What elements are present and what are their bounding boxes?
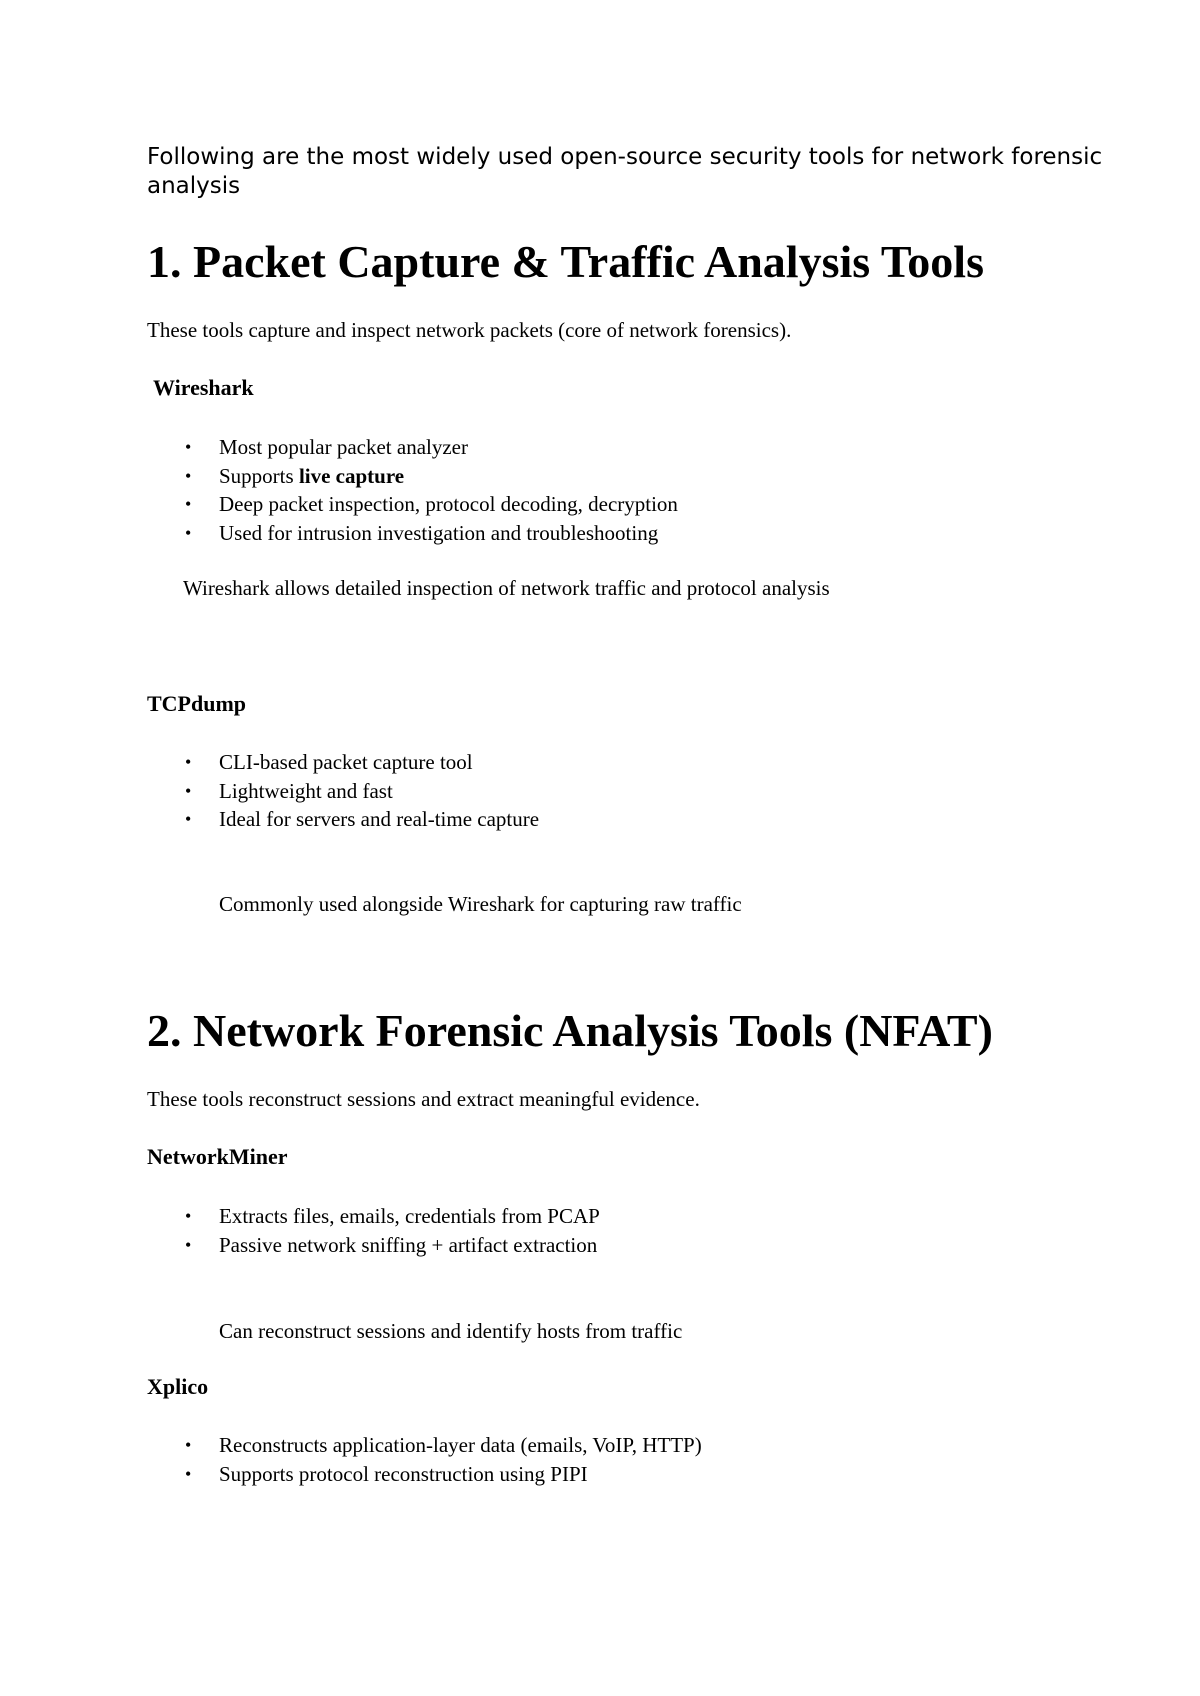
tcpdump-heading: TCPdump — [147, 691, 247, 716]
list-item: • Extracts files, emails, credentials from PCAP — [147, 1202, 600, 1231]
section-1-heading: 1. Packet Capture & Traffic Analysis Tools — [147, 236, 984, 287]
list-item: • Ideal for servers and real-time capture — [147, 805, 539, 834]
list-item: • Passive network sniffing + artifact extraction — [147, 1231, 600, 1260]
bullet-icon: • — [185, 1234, 192, 1255]
list-item: • Used for intrusion investigation and troubleshooting — [147, 519, 678, 548]
intro-text: Following are the most widely used open-source security tools for network forensic analysis — [147, 144, 1103, 199]
list-item: • CLI-based packet capture tool — [147, 748, 539, 777]
list-item: • Supports protocol reconstruction using PIPI — [147, 1460, 702, 1489]
networkminer-note: Can reconstruct sessions and identify hosts from traffic — [219, 1319, 683, 1343]
list-item: • Deep packet inspection, protocol decoding, decryption — [147, 490, 678, 519]
bullet-icon: • — [185, 465, 192, 486]
section-2-heading: 2. Network Forensic Analysis Tools (NFAT) — [147, 1005, 993, 1056]
list-item: • Reconstructs application-layer data (emails, VoIP, HTTP) — [147, 1431, 702, 1460]
bullet-icon: • — [185, 780, 192, 801]
wireshark-heading: Wireshark — [153, 375, 254, 400]
list-item: • Supports live capture — [147, 462, 678, 491]
bullet-icon: • — [185, 752, 192, 772]
bullet-icon: • — [185, 1435, 192, 1455]
bullet-icon: • — [185, 1206, 192, 1226]
bold-text: live capture — [298, 463, 405, 488]
list-item: • Lightweight and fast — [147, 777, 539, 806]
section-2-description: These tools reconstruct sessions and extract meaningful evidence. — [147, 1087, 700, 1111]
tcpdump-note: Commonly used alongside Wireshark for capturing raw traffic — [219, 892, 742, 916]
bullet-icon: • — [185, 494, 192, 514]
bullet-icon: • — [185, 1463, 192, 1484]
wireshark-bullet-list — [147, 433, 678, 547]
bullet-icon: • — [185, 809, 192, 829]
tcpdump-bullet-list — [147, 748, 539, 834]
bullet-icon: • — [185, 522, 192, 543]
list-item: • Most popular packet analyzer — [147, 433, 678, 462]
networkminer-heading: NetworkMiner — [147, 1144, 288, 1169]
section-1-description: These tools capture and inspect network packets (core of network forensics). — [147, 318, 792, 342]
bullet-icon: • — [185, 437, 192, 457]
xplico-heading: Xplico — [147, 1374, 209, 1399]
wireshark-note: Wireshark allows detailed inspection of network traffic and protocol analysis — [183, 576, 830, 600]
networkminer-bullet-list — [147, 1202, 600, 1259]
xplico-bullet-list — [147, 1431, 702, 1488]
